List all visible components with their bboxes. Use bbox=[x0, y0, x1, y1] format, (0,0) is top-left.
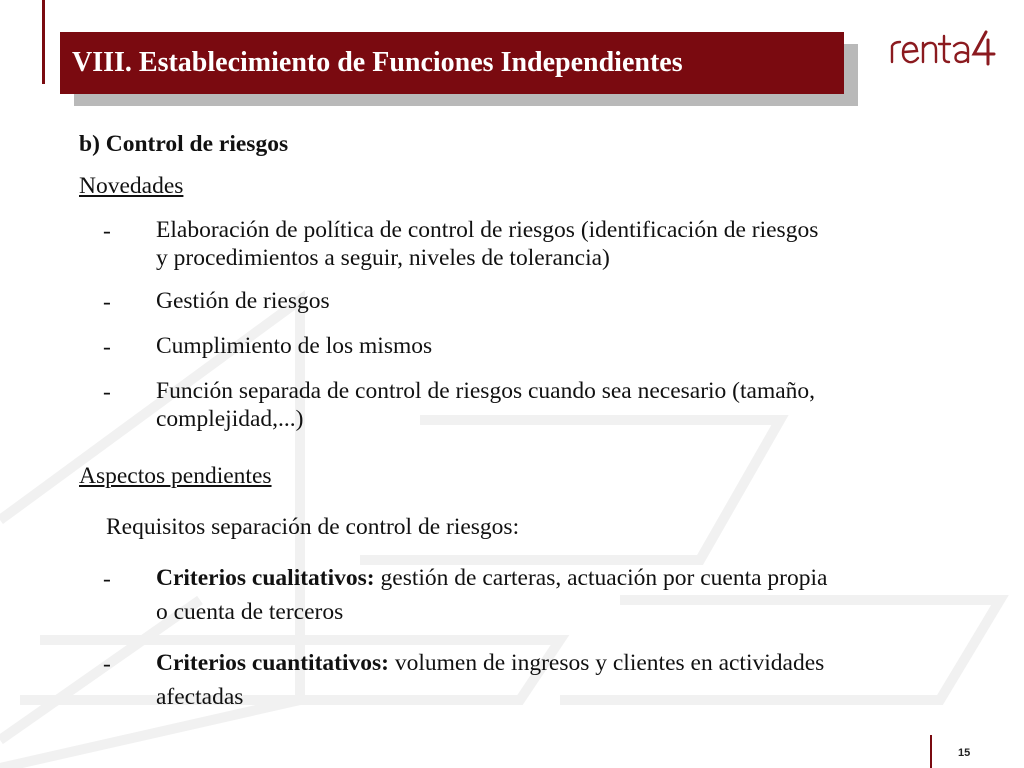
pendientes-item-2-line2: afectadas bbox=[156, 684, 244, 710]
page-number: 15 bbox=[958, 747, 971, 759]
slide-title: VIII. Establecimiento de Funciones Independientes bbox=[60, 32, 844, 94]
novedades-item-4-line2: complejidad,...) bbox=[156, 406, 304, 432]
criterion-label: Criterios cuantitativos: bbox=[156, 650, 389, 676]
pendientes-heading: Aspectos pendientes bbox=[79, 463, 272, 489]
criterion-text: gestión de carteras, actuación por cuenta propia bbox=[374, 565, 828, 591]
bullet-dash: - bbox=[103, 379, 111, 405]
novedades-item-4-line1: Función separada de control de riesgos cuando sea necesario (tamaño, bbox=[156, 378, 816, 404]
criterion-label: Criterios cualitativos: bbox=[156, 565, 375, 591]
section-heading: b) Control de riesgos bbox=[79, 131, 289, 157]
criterion-text: volumen de ingresos y clientes en actividades bbox=[389, 650, 825, 676]
bullet-dash: - bbox=[103, 566, 111, 592]
bullet-dash: - bbox=[103, 651, 111, 677]
pendientes-item-1-line1 bbox=[156, 564, 827, 592]
bullet-dash: - bbox=[103, 289, 111, 315]
pendientes-item-2-line1 bbox=[156, 649, 824, 677]
novedades-item-1-line1: Elaboración de política de control de riesgos (identificación de riesgos bbox=[156, 217, 819, 243]
bullet-dash: - bbox=[103, 218, 111, 244]
novedades-item-3: Cumplimiento de los mismos bbox=[156, 333, 433, 359]
novedades-heading: Novedades bbox=[79, 173, 184, 199]
novedades-item-1-line2: y procedimientos a seguir, niveles de tolerancia) bbox=[156, 245, 610, 271]
pendientes-intro: Requisitos separación de control de riesgos: bbox=[106, 514, 520, 540]
novedades-item-2: Gestión de riesgos bbox=[156, 288, 330, 314]
pendientes-item-1-line2: o cuenta de terceros bbox=[156, 599, 344, 625]
bullet-dash: - bbox=[103, 334, 111, 360]
